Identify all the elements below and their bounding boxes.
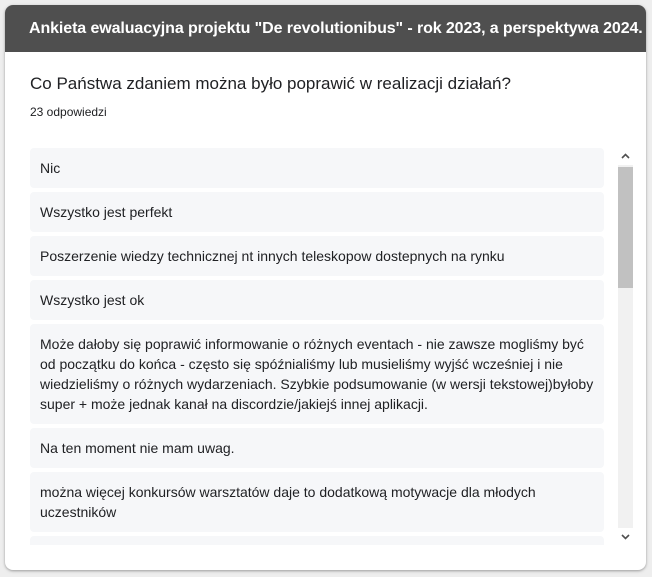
- chevron-up-icon[interactable]: [617, 148, 634, 165]
- response-count: 23 odpowiedzi: [30, 105, 107, 119]
- response-item: Nic: [30, 148, 604, 188]
- scrollbar[interactable]: [617, 148, 634, 545]
- response-item: można więcej konkursów warsztatów daje to dodatkową motywacje dla młodych uczestników: [30, 472, 604, 532]
- responses-list: [30, 148, 604, 545]
- scrollbar-thumb[interactable]: [618, 167, 633, 288]
- response-item: Wszystko jest ok: [30, 280, 604, 320]
- responses-list-container[interactable]: [30, 148, 638, 545]
- response-item: [30, 536, 604, 545]
- response-item: Na ten moment nie mam uwag.: [30, 428, 604, 468]
- form-title: Ankieta ewaluacyjna projektu "De revolutionibus" - rok 2023, a perspektywa 2024.: [5, 5, 646, 52]
- question-title: Co Państwa zdaniem można było poprawić w realizacji działań?: [30, 74, 511, 93]
- response-card: [5, 5, 646, 570]
- response-item: Wszystko jest perfekt: [30, 192, 604, 232]
- chevron-down-icon[interactable]: [617, 528, 634, 545]
- response-item: Może dałoby się poprawić informowanie o różnych eventach - nie zawsze mogliśmy być od początku do końca - często się spóźnialiśmy lub musieliśmy wyjść wcześniej i nie wiedzieliśmy o różnych wydarzeniach. Szybkie podsumowanie (w wersji tekstowej)byłoby super + może jednak kanał na discordzie/jakiejś innej aplikacji.: [30, 324, 604, 424]
- response-item: Poszerzenie wiedzy technicznej nt innych teleskopow dostepnych na rynku: [30, 236, 604, 276]
